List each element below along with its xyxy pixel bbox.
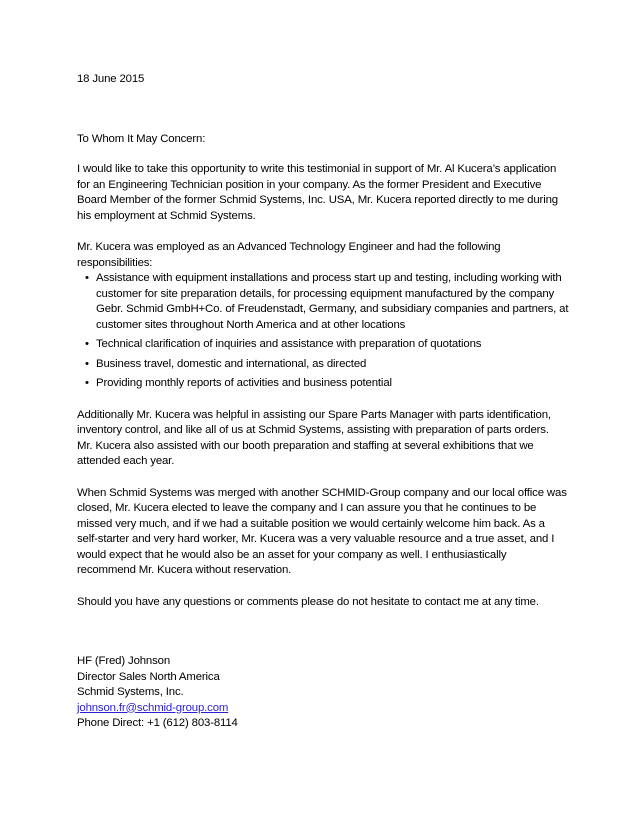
bullet-icon: • [85, 272, 89, 284]
list-item-text: Technical clarification of inquiries and assistance with preparation of quotations [96, 338, 482, 350]
list-item [77, 271, 570, 333]
list-item [77, 357, 570, 373]
signer-title: Director Sales North America [77, 670, 220, 683]
salutation: To Whom It May Concern: [77, 132, 206, 145]
signer-name: HF (Fred) Johnson [77, 655, 171, 667]
additional-paragraph: Additionally Mr. Kucera was helpful in assisting our Spare Parts Manager with parts identification, inventory control, and like all of us at Schmid Systems, assisting with preparation of parts orders. Mr. Kucera also assisted with our booth preparation and staffing at several exhibitions that we attended each year. [77, 408, 551, 467]
closing-paragraph: Should you have any questions or comments please do not hesitate to contact me at any time. [77, 595, 539, 608]
signer-phone: Phone Direct: +1 (612) 803-8114 [77, 717, 238, 729]
list-item-text: Business travel, domestic and international, as directed [96, 357, 367, 370]
bullet-icon: • [85, 377, 89, 389]
letter-body [77, 72, 567, 732]
list-item [77, 376, 570, 392]
bullet-icon: • [85, 338, 89, 350]
list-item-text: Assistance with equipment installations and process start up and testing, including working with customer for site preparation details, for processing equipment manufactured by the company Gebr. Schmid GmbH+Co. of Freudenstadt, Germany, and subsidiary companies and partners, at customer sites throughout North America and at other locations [96, 272, 569, 331]
letter-date: 18 June 2015 [77, 73, 145, 85]
intro-paragraph: I would like to take this opportunity to write this testimonial in support of Mr. Al Kucera’s application for an Engineering Technician position in your company. As the former President and Executive Board Member of the former Schmid Systems, Inc. USA, Mr. Kucera reported directly to me during his employment at Schmid Systems. [77, 163, 558, 222]
list-item [77, 337, 570, 353]
email-link[interactable]: johnson.fr@schmid-group.com [77, 701, 229, 714]
bullet-icon: • [85, 357, 89, 370]
list-item-text: Providing monthly reports of activities and business potential [96, 377, 392, 389]
responsibilities-list [77, 271, 567, 392]
merger-paragraph: When Schmid Systems was merged with another SCHMID-Group company and our local office was closed, Mr. Kucera elected to leave the company and I can assure you that he continues to be missed very much, and if we had a suitable position we would certainly welcome him back. As a self-starter and very hard worker, Mr. Kucera was a very valuable resource and a true asset, and I would expect that he would also be an asset for your company as well. I enthusiastically recommend Mr. Kucera without reservation. [77, 486, 567, 576]
role-paragraph: Mr. Kucera was employed as an Advanced Technology Engineer and had the following responsibilities: [77, 241, 501, 269]
signature-block [77, 654, 567, 732]
signer-company: Schmid Systems, Inc. [77, 686, 184, 698]
